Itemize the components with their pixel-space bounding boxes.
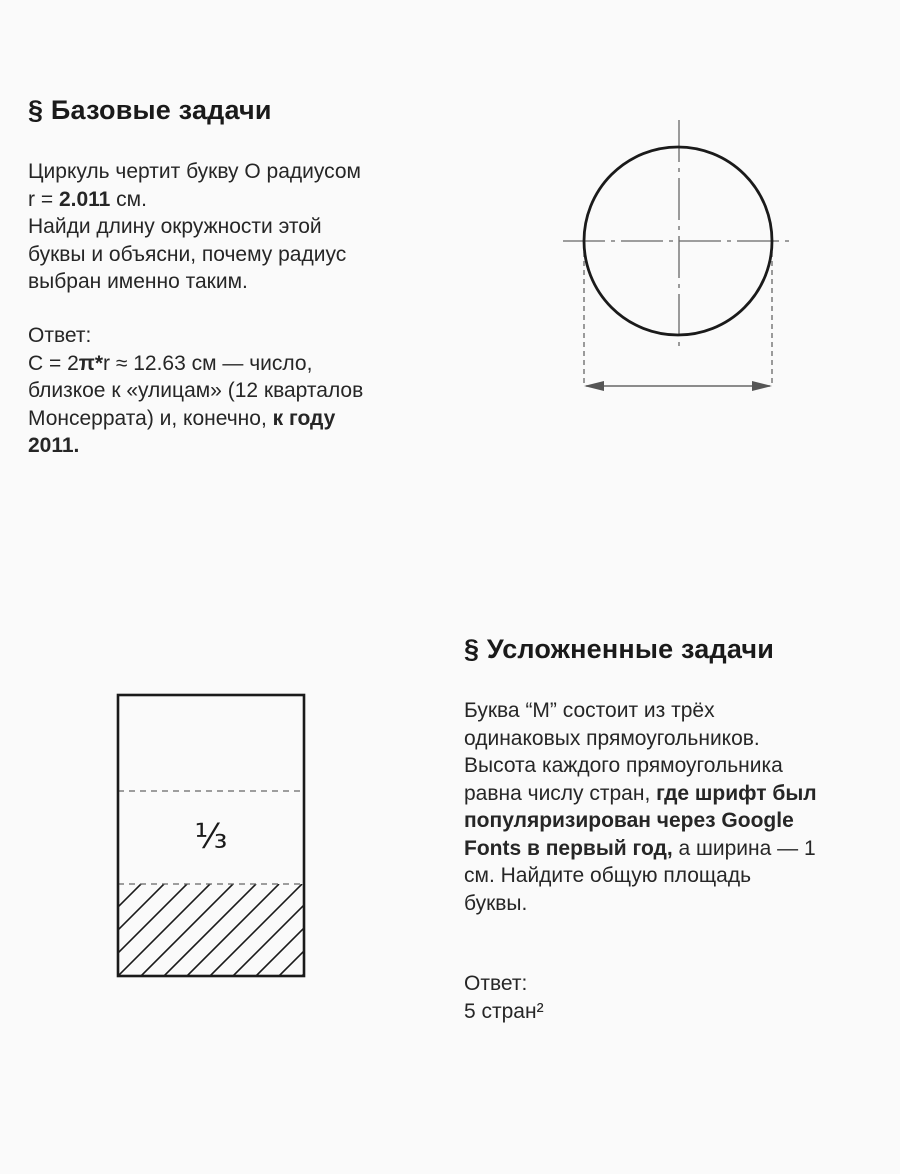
advanced-problem-line-4 bbox=[464, 780, 817, 808]
advanced-problem-line-3: Высота каждого прямоугольника bbox=[464, 754, 783, 777]
basic-answer-line-2: близкое к «улицам» (12 кварталов bbox=[28, 379, 364, 402]
advanced-problem-text bbox=[464, 697, 817, 917]
advanced-answer bbox=[464, 970, 544, 1025]
basic-problem-text bbox=[28, 158, 361, 296]
advanced-problem-line-7: см. Найдите общую площадь bbox=[464, 864, 752, 887]
radius-unit: см. bbox=[110, 187, 147, 211]
basic-answer-label: Ответ: bbox=[28, 324, 92, 347]
section-title-advanced: § Усложненные задачи bbox=[464, 634, 775, 664]
basic-problem-line-5: выбран именно таким. bbox=[28, 270, 248, 293]
advanced-answer-label: Ответ: bbox=[464, 972, 528, 995]
letter-rectangle-outline bbox=[118, 695, 304, 976]
basic-answer-line-3-plain: Монсеррата) и, конечно, bbox=[28, 406, 273, 430]
advanced-problem-line-6-bold: Fonts в первый год, bbox=[464, 836, 673, 860]
basic-answer-line-4: 2011. bbox=[28, 434, 80, 457]
basic-answer-line-3 bbox=[28, 405, 363, 433]
dimension-arrow-right bbox=[752, 381, 772, 391]
advanced-problem-line-1: Буква “М” состоит из трёх bbox=[464, 699, 715, 722]
advanced-problem-line-8: буквы. bbox=[464, 891, 528, 915]
basic-problem-line-3: Найди длину окружности этой bbox=[28, 215, 322, 238]
basic-problem-line-1: Циркуль чертит букву О радиусом bbox=[28, 160, 361, 183]
advanced-problem-line-4-plain: равна числу стран, bbox=[464, 781, 657, 805]
basic-answer-line-1 bbox=[28, 350, 363, 378]
dimension-arrow-left bbox=[584, 381, 604, 391]
radius-value: 2.011 bbox=[58, 187, 111, 211]
formula-prefix: C = 2 bbox=[28, 351, 79, 375]
advanced-problem-line-2: одинаковых прямоугольников. bbox=[464, 726, 760, 750]
fraction-label: ⅓ bbox=[194, 817, 228, 857]
basic-problem-line-2 bbox=[28, 186, 361, 214]
formula-pi: π* bbox=[78, 351, 104, 375]
letter-o-circle bbox=[584, 147, 772, 335]
hatch-pattern bbox=[26, 884, 394, 976]
section-title-basic: § Базовые задачи bbox=[28, 95, 272, 125]
advanced-problem-line-5: популяризирован через Google bbox=[464, 809, 794, 832]
basic-answer bbox=[28, 322, 363, 460]
advanced-answer-value: 5 стран² bbox=[464, 999, 544, 1023]
advanced-problem-line-6-plain: а ширина — 1 bbox=[672, 836, 816, 860]
advanced-problem-line-4-bold: где шрифт был bbox=[656, 781, 817, 805]
radius-prefix: r = bbox=[28, 187, 59, 211]
advanced-problem-line-6 bbox=[464, 835, 817, 863]
basic-answer-line-3-bold: к году bbox=[272, 406, 336, 430]
formula-rest: r ≈ 12.63 см — число, bbox=[103, 351, 313, 375]
basic-problem-line-4: буквы и объясни, почему радиус bbox=[28, 242, 347, 266]
